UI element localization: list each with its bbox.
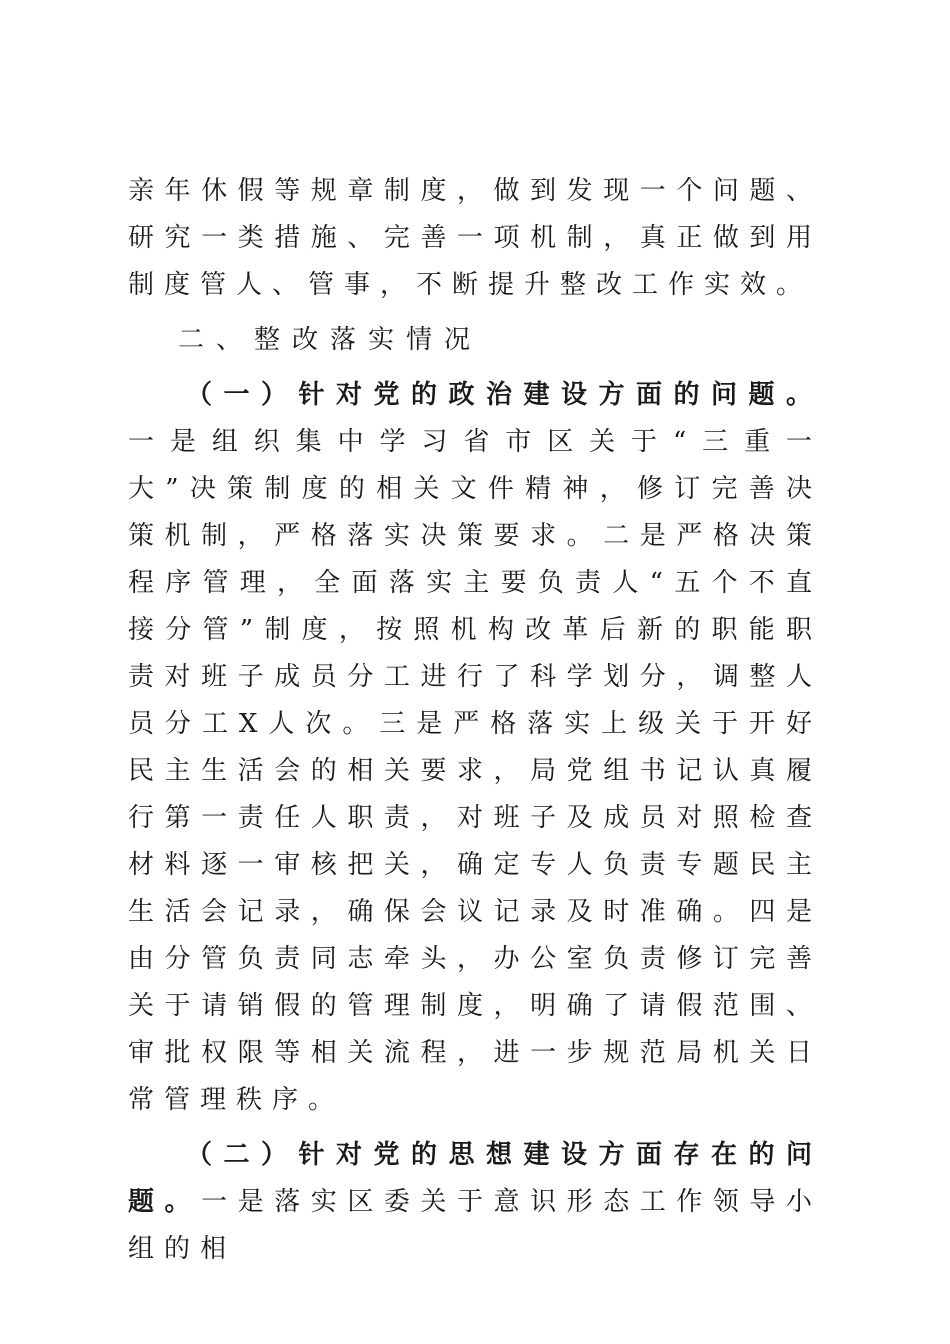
- paragraph-intro: 亲年休假等规章制度，做到发现一个问题、研究一类措施、完善一项机制，真正做到用制度管人、管事，不断提升整改工作实效。: [128, 176, 822, 300]
- document-page: [128, 168, 822, 1273]
- section-1-body: 一是组织集中学习省市区关于“三重一大”决策制度的相关文件精神，修订完善决策机制，严格落实决策要求。二是严格决策程序管理，全面落实主要负责人“五个不直接分管”制度，按照机构改革后新的职能职责对班子成员分工进行了科学划分，调整人员分工X人次。三是严格落实上级关于开好民主生活会的相关要求，局党组书记认真履行第一责任人职责，对班子及成员对照检查材料逐一审核把关，确定专人负责专题民主生活会记录，确保会议记录及时准确。四是由分管负责同志牵头，办公室负责修订完善关于请销假的管理制度，明确了请假范围、审批权限等相关流程，进一步规范局机关日常管理秩序。: [128, 427, 822, 1115]
- section-2-title: （二）针对党的思想建设方面存在的问题。: [128, 1140, 822, 1217]
- section-2-body: 一是落实区委关于意识形态工作领导小组的相: [128, 1187, 822, 1264]
- paragraph-section-1: [128, 372, 822, 1124]
- section-heading-2: 二、整改落实情况: [178, 325, 483, 355]
- paragraph-section-2: [128, 1132, 822, 1273]
- section-1-title: （一）针对党的政治建设方面的问题。: [186, 380, 822, 410]
